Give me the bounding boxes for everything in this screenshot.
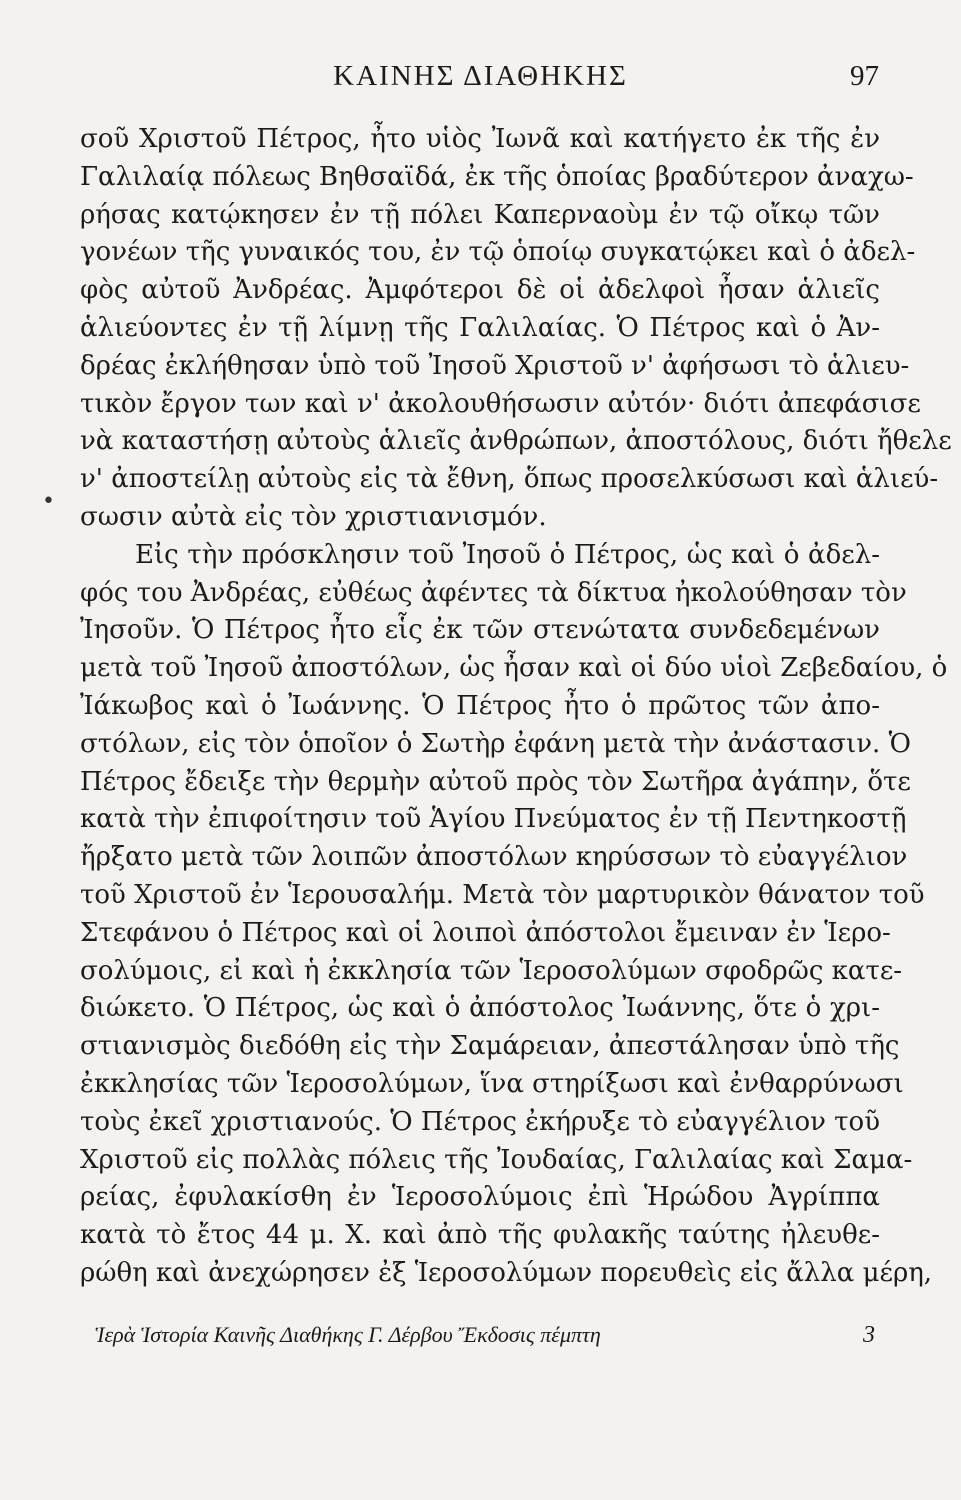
- margin-mark: •: [42, 489, 55, 514]
- signature-mark: 3: [863, 1322, 875, 1348]
- text-line: ρώθη καὶ ἀνεχώρησεν ἐξ Ἱεροσολύμων πορευθεὶς εἰς ἄλλα μέρη,: [80, 1257, 933, 1288]
- running-head: [0, 58, 961, 98]
- footer: [95, 1322, 875, 1356]
- footer-title: Ἱερὰ Ἱστορία Καινῆς Διαθήκης Γ. Δέρβου Ἔκδοσις πέμπτη: [95, 1322, 601, 1347]
- text-line: ν' ἀποστείλῃ αὐτοὺς εἰς τὰ ἔθνη, ὅπως προσελκύσωσι καὶ ἁλιεύ-: [80, 464, 939, 495]
- text-line: τοὺς ἐκεῖ χριστιανούς. Ὁ Πέτρος ἐκήρυξε τὸ εὐαγγέλιον τοῦ: [80, 1106, 881, 1137]
- text-line: δρέας ἐκλήθησαν ὑπὸ τοῦ Ἰησοῦ Χριστοῦ ν' ἀφήσωσι τὸ ἁλιευ-: [80, 350, 910, 381]
- paragraph-2: [80, 537, 948, 1293]
- paragraph-1: [80, 121, 952, 537]
- text-line: τικὸν ἔργον των καὶ ν' ἀκολουθήσωσιν αὐτόν· διότι ἀπεφάσισε: [80, 388, 921, 419]
- text-line: κατὰ τὴν ἐπιφοίτησιν τοῦ Ἁγίου Πνεύματος ἐν τῇ Πεντηκοστῇ: [80, 804, 907, 835]
- text-line: φὸς αὐτοῦ Ἀνδρέας. Ἀμφότεροι δὲ οἱ ἀδελφοὶ ἦσαν ἁλιεῖς: [80, 275, 880, 306]
- text-line: ἐκκλησίας τῶν Ἱεροσολύμων, ἵνα στηρίξωσι καὶ ἐνθαρρύνωσι: [80, 1068, 904, 1099]
- page-number: 97: [850, 60, 879, 92]
- text-line: διώκετο. Ὁ Πέτρος, ὡς καὶ ὁ ἀπόστολος Ἰωάννης, ὅτε ὁ χρι-: [80, 993, 880, 1024]
- text-line: Στεφάνου ὁ Πέτρος καὶ οἱ λοιποὶ ἀπόστολοι ἔμειναν ἐν Ἱερο-: [80, 917, 891, 948]
- text-line: στόλων, εἰς τὸν ὁποῖον ὁ Σωτὴρ ἐφάνη μετὰ τὴν ἀνάστασιν. Ὁ: [80, 728, 911, 759]
- text-line: τοῦ Χριστοῦ ἐν Ἱερουσαλήμ. Μετὰ τὸν μαρτυρικὸν θάνατον τοῦ: [80, 879, 925, 910]
- text-line: φός του Ἀνδρέας, εὐθέως ἀφέντες τὰ δίκτυα ἠκολούθησαν τὸν: [80, 577, 907, 608]
- text-line: ἤρξατο μετὰ τῶν λοιπῶν ἀποστόλων κηρύσσων τὸ εὐαγγέλιον: [80, 842, 908, 873]
- text-line: μετὰ τοῦ Ἰησοῦ ἀποστόλων, ὡς ἦσαν καὶ οἱ δύο υἱοὶ Ζεβεδαίου, ὁ: [80, 653, 948, 684]
- text-line: στιανισμὸς διεδόθη εἰς τὴν Σαμάρειαν, ἀπεστάλησαν ὑπὸ τῆς: [80, 1031, 900, 1062]
- text-line: Ἰησοῦν. Ὁ Πέτρος ἦτο εἷς ἐκ τῶν στενώτατα συνδεδεμένων: [80, 615, 880, 646]
- text-line: νὰ καταστήσῃ αὐτοὺς ἁλιεῖς ἀνθρώπων, ἀποστόλους, διότι ἤθελε: [80, 426, 952, 457]
- text-line: σοῦ Χριστοῦ Πέτρος, ἦτο υἱὸς Ἰωνᾶ καὶ κατήγετο ἐκ τῆς ἐν: [80, 124, 880, 154]
- text-line: Εἰς τὴν πρόσκλησιν τοῦ Ἰησοῦ ὁ Πέτρος, ὡς καὶ ὁ ἀδελ-: [135, 539, 880, 570]
- text-line: γονέων τῆς γυναικός του, ἐν τῷ ὁποίῳ συγκατῴκει καὶ ὁ ἀδελ-: [80, 237, 916, 268]
- running-title: ΚΑΙΝΗΣ ΔΙΑΘΗΚΗΣ: [333, 60, 628, 92]
- text-line: κατὰ τὸ ἔτος 44 μ. Χ. καὶ ἀπὸ τῆς φυλακῆς ταύτης ἠλευθε-: [80, 1220, 880, 1251]
- text-line: ρήσας κατῴκησεν ἐν τῇ πόλει Καπερναοὺμ ἐν τῷ οἴκῳ τῶν: [80, 199, 880, 230]
- text-line: ρείας, ἐφυλακίσθη ἐν Ἱεροσολύμοις ἐπὶ Ἡρώδου Ἀγρίππα: [80, 1182, 880, 1213]
- text-line: Ἰάκωβος καὶ ὁ Ἰωάννης. Ὁ Πέτρος ἦτο ὁ πρῶτος τῶν ἀπο-: [80, 690, 880, 721]
- text-line: Χριστοῦ εἰς πολλὰς πόλεις τῆς Ἰουδαίας, Γαλιλαίας καὶ Σαμα-: [80, 1144, 913, 1175]
- text-line: σολύμοις, εἰ καὶ ἡ ἐκκλησία τῶν Ἱεροσολύμων σφοδρῶς κατε-: [80, 955, 903, 986]
- body-text: [80, 121, 952, 1293]
- text-line: σωσιν αὐτὰ εἰς τὸν χριστιανισμόν.: [80, 501, 547, 532]
- text-line: Πέτρος ἔδειξε τὴν θερμὴν αὐτοῦ πρὸς τὸν Σωτῆρα ἀγάπην, ὅτε: [80, 766, 911, 797]
- text-line: ἁλιεύοντες ἐν τῇ λίμνῃ τῆς Γαλιλαίας. Ὁ Πέτρος καὶ ὁ Ἀν-: [80, 312, 880, 343]
- text-line: Γαλιλαίᾳ πόλεως Βηθσαϊδά, ἐκ τῆς ὁποίας βραδύτερον ἀναχω-: [80, 161, 914, 192]
